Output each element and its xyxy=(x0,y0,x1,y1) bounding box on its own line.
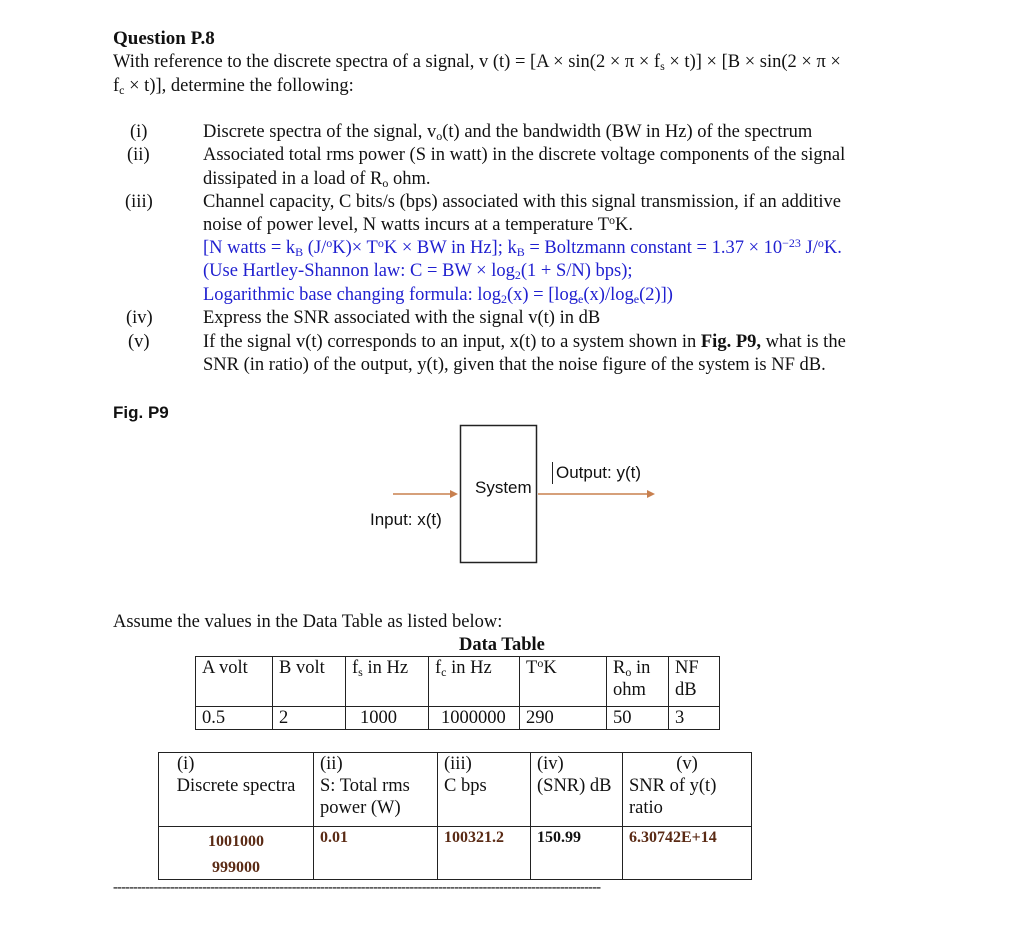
text-segment: c xyxy=(441,665,447,679)
value-cell: 290 xyxy=(520,707,607,730)
text-segment: noise of power level, N watts incurs at a temperature T xyxy=(203,215,610,235)
text-segment: R xyxy=(613,658,626,678)
answer-header: (v) SNR of y(t) ratio xyxy=(623,753,752,827)
text-segment: Associated total rms power (S in watt) in the discrete voltage components of the signal xyxy=(203,145,846,165)
assume-text: Assume the values in the Data Table as listed below: xyxy=(113,612,503,632)
data-table-title: Data Table xyxy=(459,635,545,655)
text-segment: Logarithmic base changing formula: log xyxy=(203,285,501,305)
text-segment: (t) and the bandwidth (BW in Hz) of the spectrum xyxy=(442,122,813,142)
header-cell xyxy=(196,657,273,707)
text-segment: f xyxy=(435,658,442,678)
output-arrowhead xyxy=(647,490,655,498)
text-segment: (2)]) xyxy=(639,285,673,305)
text-segment: = Boltzmann constant = 1.37 × 10 xyxy=(524,238,783,258)
text-segment: o xyxy=(436,129,443,143)
text-segment: × t)] × [B × sin(2 × π × xyxy=(664,52,841,72)
item-number: (ii) xyxy=(127,145,150,165)
divider: ------------------------------------------------------------------------------------------------------------------------ xyxy=(113,880,601,895)
text-segment: f xyxy=(352,658,359,678)
text-segment: With reference to the discrete spectra of a signal, v (t) = [A × sin(2 × π × f xyxy=(113,52,661,72)
figure-label: Fig. P9 xyxy=(113,403,169,422)
header-cell xyxy=(669,657,720,707)
text-segment: T xyxy=(526,658,538,678)
text-segment: c xyxy=(119,83,125,97)
answer-value: 6.30742E+14 xyxy=(623,827,752,880)
answer-header: (i) Discrete spectra xyxy=(159,753,314,827)
data-table-value-row xyxy=(196,707,720,730)
text-segment: 2 xyxy=(514,268,521,282)
answer-header: (iii) C bps xyxy=(438,753,531,827)
text-segment: SNR (in ratio) of the output, y(t), given that the noise figure of the system is NF dB. xyxy=(203,355,826,375)
answer-header: (iv) (SNR) dB xyxy=(531,753,623,827)
text-segment: K xyxy=(543,658,557,678)
answer-value: 150.99 xyxy=(531,827,623,880)
text-segment: e xyxy=(633,292,640,306)
text-segment: o xyxy=(609,213,616,227)
question-title: Question P.8 xyxy=(113,28,215,49)
text-segment: s xyxy=(358,665,363,679)
text-segment: K. xyxy=(823,238,842,258)
text-segment: dissipated in a load of R xyxy=(203,169,383,189)
text-segment: (Use Hartley-Shannon law: C = BW × log xyxy=(203,261,515,281)
text-segment: 2 xyxy=(500,292,507,306)
answers-value-row xyxy=(159,827,752,880)
text-segment: e xyxy=(578,292,584,306)
data-table xyxy=(195,656,720,730)
text-segment: o xyxy=(382,176,389,190)
text-segment: If the signal v(t) corresponds to an input, x(t) to a system shown in xyxy=(203,332,701,352)
item-number: (iv) xyxy=(126,308,153,328)
text-segment: (J/ xyxy=(303,238,327,258)
text-segment: K)× T xyxy=(332,238,378,258)
system-label: System xyxy=(475,478,532,497)
text-segment: K × BW in Hz]; k xyxy=(383,238,517,258)
text-segment: o xyxy=(537,656,544,670)
text-segment: in Hz xyxy=(446,658,492,678)
text-segment: (1 + S/N) bps); xyxy=(520,261,633,281)
text-segment: s xyxy=(660,59,665,73)
answer-value: 0.01 xyxy=(314,827,438,880)
text-segment: B volt xyxy=(279,658,325,678)
value-cell: 1000000 xyxy=(429,707,520,730)
answer-value: 100321.2 xyxy=(438,827,531,880)
text-segment: o xyxy=(817,236,824,250)
text-segment: in Hz xyxy=(362,658,409,678)
text-segment: [N watts = k xyxy=(203,238,296,258)
item-number: (v) xyxy=(128,332,150,352)
text-segment: o xyxy=(326,236,333,250)
text-segment: Express the SNR associated with the signal v(t) in dB xyxy=(203,308,601,328)
item-number: (i) xyxy=(130,122,148,142)
answers-table xyxy=(158,752,752,880)
text-segment: o xyxy=(377,236,384,250)
text-segment: o xyxy=(625,665,632,679)
text-segment: (x)/log xyxy=(583,285,634,305)
text-segment: ohm. xyxy=(388,169,431,189)
text-segment: Discrete spectra of the signal, v xyxy=(203,122,437,142)
text-segment: what is the xyxy=(761,332,846,352)
header-cell xyxy=(346,657,429,707)
header-cell xyxy=(520,657,607,707)
answers-header-row xyxy=(159,753,752,827)
text-segment: f xyxy=(113,76,120,96)
header-cell xyxy=(607,657,669,707)
input-label: Input: x(t) xyxy=(370,510,442,529)
text-segment: × t)], determine the following: xyxy=(124,76,354,96)
output-label: Output: y(t) xyxy=(556,463,642,482)
value-cell: 50 xyxy=(607,707,669,730)
text-segment: A volt xyxy=(202,658,248,678)
header-cell xyxy=(429,657,520,707)
value-cell: 0.5 xyxy=(196,707,273,730)
item-number: (iii) xyxy=(125,192,153,212)
value-cell: 2 xyxy=(273,707,346,730)
text-segment: K. xyxy=(615,215,634,235)
header-cell xyxy=(273,657,346,707)
text-segment: in ohm xyxy=(613,658,651,700)
input-arrowhead xyxy=(450,490,458,498)
value-cell: 1000 xyxy=(346,707,429,730)
value-cell: 3 xyxy=(669,707,720,730)
text-segment: (x) = [log xyxy=(506,285,579,305)
text-segment: NF dB xyxy=(675,658,699,700)
data-table-header-row xyxy=(196,657,720,707)
answer-value: 1001000 999000 xyxy=(159,827,314,880)
text-segment: Fig. P9, xyxy=(700,332,761,352)
text-segment: Channel capacity, C bits/s (bps) associated with this signal transmission, if an additive xyxy=(203,192,841,212)
text-segment: J/ xyxy=(800,238,818,258)
text-segment: B xyxy=(295,245,304,259)
text-segment: −23 xyxy=(782,236,801,250)
answer-header: (ii) S: Total rms power (W) xyxy=(314,753,438,827)
text-segment: B xyxy=(516,245,525,259)
